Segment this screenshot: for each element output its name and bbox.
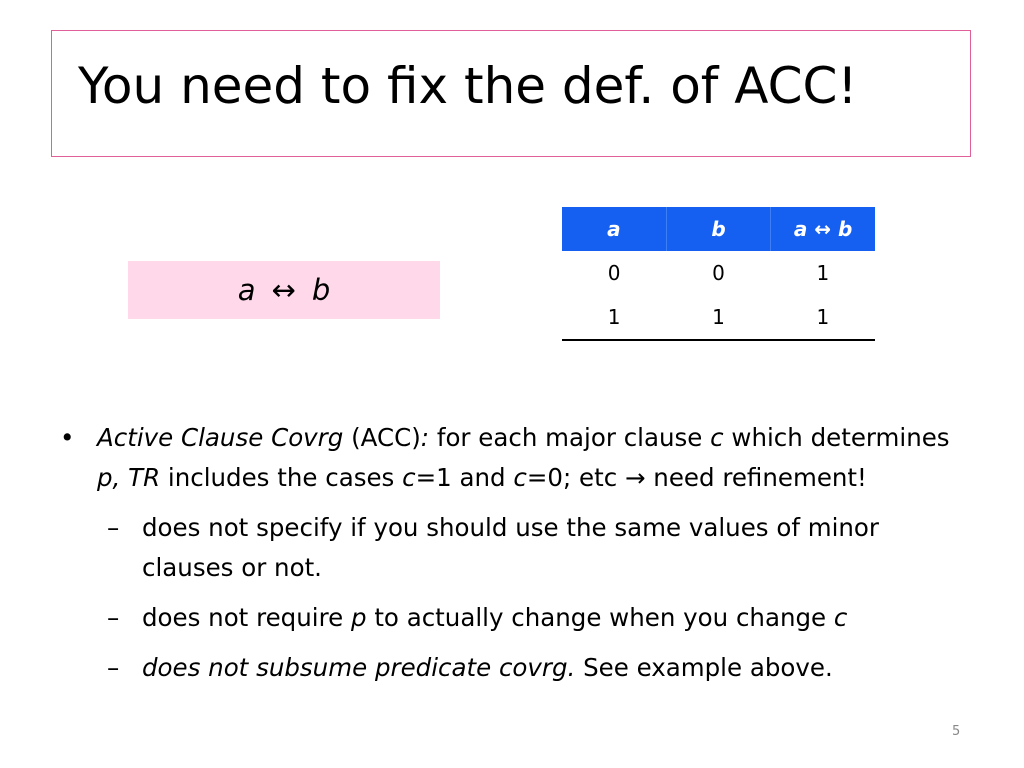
main-text-6: need refinement!: [645, 463, 867, 492]
sub-bullet-text: to actually change when you change: [366, 603, 834, 632]
formula-right-var: b: [311, 273, 331, 307]
truth-table-cell: 1: [816, 261, 830, 285]
truth-table-cell: 1: [666, 295, 770, 340]
sub-bullet-text: does not require: [142, 603, 351, 632]
main-text-2: which determines: [723, 423, 950, 452]
acc-abbr: (ACC): [343, 423, 421, 452]
truth-table-header-row: [562, 207, 875, 251]
slide-content: [60, 418, 970, 688]
title-box: [51, 30, 971, 157]
sub-bullet-italic-text: does not subsume predicate covrg.: [142, 653, 576, 682]
var-c: c: [833, 603, 848, 632]
dash-icon: –: [107, 603, 120, 632]
truth-table-row: [562, 295, 875, 340]
truth-table: [562, 207, 875, 341]
truth-table-cell: 1: [562, 295, 666, 340]
acc-term: Active Clause Covrg: [97, 423, 344, 452]
dash-icon: –: [107, 513, 120, 542]
main-text-5: =0; etc: [526, 463, 625, 492]
main-text-1: for each major clause: [429, 423, 711, 452]
main-text-4: =1 and: [415, 463, 514, 492]
main-text-3: includes the cases: [160, 463, 403, 492]
truth-table-cell: 0: [712, 261, 725, 285]
sub-bullet: [60, 648, 970, 688]
var-c: c: [710, 423, 724, 452]
biconditional-arrow-icon: ↔: [271, 273, 296, 307]
var-p: p: [350, 603, 367, 632]
sub-bullet-text: See example above.: [575, 653, 833, 682]
truth-table-cell: 0: [607, 261, 621, 285]
slide-title: You need to fix the def. of ACC!: [78, 57, 858, 115]
formula-left-var: a: [237, 273, 256, 307]
truth-table-header-a-iff-b: a ↔ b: [771, 207, 875, 251]
var-c: c: [513, 463, 527, 492]
bullet-icon: •: [60, 423, 75, 452]
dash-icon: –: [107, 653, 120, 682]
main-bullet: [60, 418, 970, 498]
truth-table-row: [562, 251, 875, 295]
var-c: c: [402, 463, 416, 492]
truth-table-header-a: a: [562, 207, 666, 251]
sub-bullet: [60, 598, 970, 638]
var-p-tr: p, TR: [97, 463, 161, 492]
truth-table-cell: 1: [771, 295, 875, 340]
formula-box: [128, 261, 440, 319]
page-number: 5: [952, 724, 961, 739]
right-arrow-icon: →: [624, 463, 646, 492]
truth-table-header-b: b: [666, 207, 770, 251]
sub-bullet: [60, 508, 970, 588]
acc-colon: :: [420, 423, 430, 452]
sub-bullet-text: does not specify if you should use the same values of minor clauses or not.: [142, 513, 879, 582]
